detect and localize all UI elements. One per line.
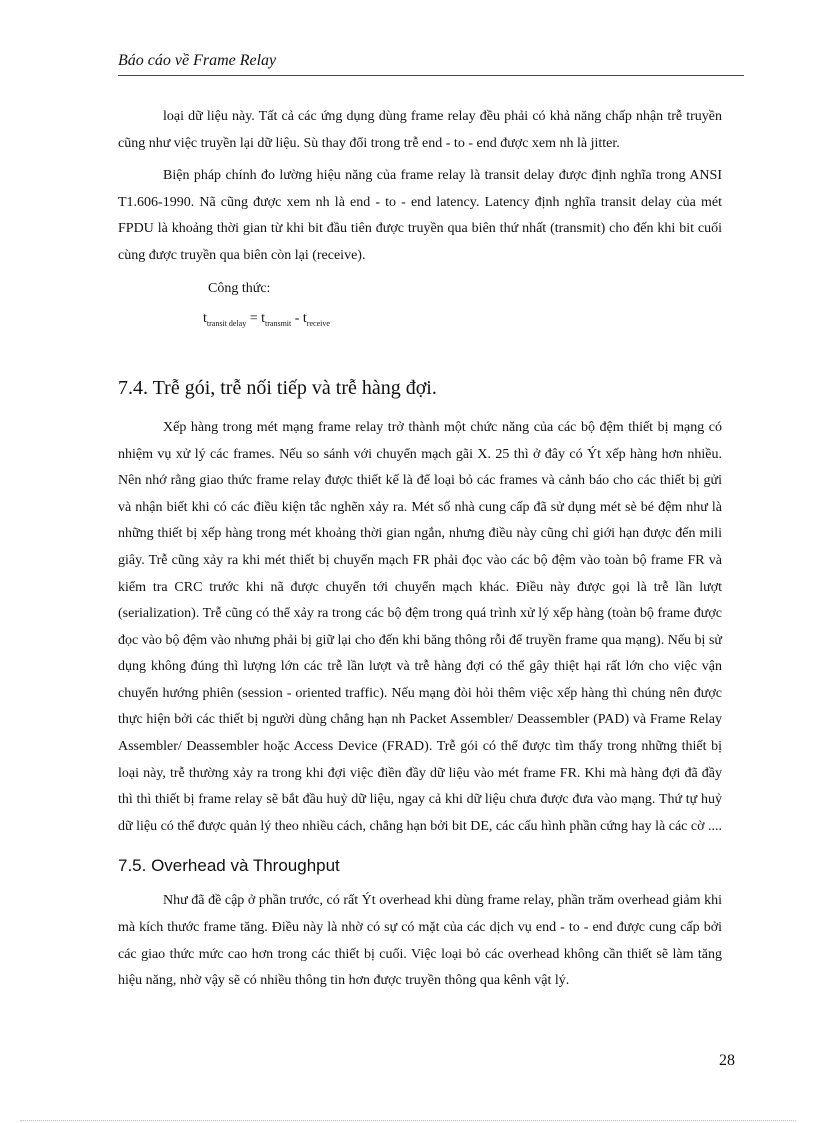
page-bottom-border (20, 1120, 796, 1121)
section-heading-7-5: 7.5. Overhead và Throughput (118, 856, 340, 876)
formula-sub-transit-delay: transit delay (206, 318, 247, 328)
formula-t2: t (261, 311, 266, 327)
formula-sub-receive: receive (306, 318, 330, 328)
formula-minus: - (291, 311, 303, 327)
transit-delay-formula (118, 308, 722, 335)
paragraph-continued: loại dữ liệu này. Tất cả các ứng dụng dùng frame relay đều phải có khả năng chấp nhận trễ truyền cũng như việc truyền lại dữ liệu. Sù thay đổi trong trễ end - to - end được xem nh là jitter. (118, 109, 722, 151)
formula-sub-transmit: transmit (265, 318, 292, 328)
paragraph-section-7-5: Như đã đề cập ở phần trước, có rất Ýt overhead khi dùng frame relay, phần trăm overhead giảm khi mà kích thước frame tăng. Điều này là nhờ có sự có mặt của các dịch vụ end - to - end được cung cấp bởi các giao thức mức cao hơn trong các thiết bị cuối. Việc loại bỏ các overhead không cần thiết sẽ làm tăng hiệu năng, nhờ vậy sẽ có nhiều thông tin hơn được truyền thông qua kênh vật lý. (118, 893, 722, 989)
formula-t3: t (302, 311, 307, 327)
formula-t1: t (203, 311, 207, 327)
paragraph-section-7-4: Xếp hàng trong mét mạng frame relay trở thành một chức năng của các bộ đệm thiết bị mạng có nhiệm vụ xử lý các frames. Nếu so sánh với chuyển mạch gãi X. 25 thì ở đây có Ýt xếp hàng hơn nhiều. Nên nhớ rằng giao thức frame relay được thiết kế là để loại bỏ các frames và cảnh báo cho các thiết bị gửi và nhận biết khi có các điều kiện tắc nghẽn xảy ra. Mét số nhà cung cấp đã sử dụng mét sè bé đệm như là những thiết bị xếp hàng trong mét khoảng thời gian ngắn, nhưng điều này cũng chỉ giới hạn được đến mili giây. Trễ cũng xảy ra khi mét thiết bị chuyển mạch FR phải đọc vào các bộ đệm vào toàn bộ frame FR và kiểm tra CRC trước khi nã được chuyển tới chuyển mạch khác. Điều này được gọi là trễ lần lượt (serialization). Trễ cũng có thể xảy ra trong các bộ đệm trong quá trình xử lý xếp hàng (toàn bộ frame được đọc vào bộ đệm vào nhưng phải bị giữ lại cho đến khi băng thông rỗi để truyền frame qua mạng). Nếu bị sử dụng không đúng thì lượng lớn các trễ lần lượt và trễ hàng đợi có thể gây thiệt hại rất lớn cho việc vận chuyển hướng phiên (session - oriented traffic). Nếu mạng đòi hỏi thêm việc xếp hàng thì chúng nên được thực hiện bởi các thiết bị người dùng chẳng hạn nh Packet Assembler/ Deassembler (PAD) và Frame Relay Assembler/ Deassembler hoặc Access Device (FRAD). Trễ gói có thể được tìm thấy trong những thiết bị loại này, trễ thường xảy ra trong khi đợi việc điền đầy dữ liệu vào mét frame FR. Khi mà hàng đợi đã đầy thì thì thiết bị frame relay sẽ bắt đầu huỷ dữ liệu, ngay cả khi dữ liệu chưa được đưa vào mạng. Thứ tự huỷ dữ liệu có thể được quản lý theo nhiều cách, chẳng hạn bởi bit DE, các cấu hình phần cứng hay là các cờ .... (118, 419, 722, 834)
formula-equals: = (246, 311, 262, 327)
running-header-title: Báo cáo về Frame Relay (118, 52, 277, 69)
header-rule (118, 75, 744, 76)
formula-label: Công thức: (208, 280, 271, 296)
page-number: 28 (719, 1052, 735, 1069)
page-body (118, 104, 722, 1001)
section-heading-7-4: 7.4. Trễ gói, trễ nối tiếp và trễ hàng đợi. (118, 376, 437, 399)
paragraph-transit-delay: Biện pháp chính đo lường hiệu năng của frame relay là transit delay được định nghĩa trong ANSI T1.606-1990. Nã cũng được xem nh là end - to - end latency. Latency định nghĩa transit delay của mét FPDU là khoảng thời gian từ khi bit đầu tiên được truyền qua biên thứ nhất (transmit) cho đến khi bit cuối cùng được truyền qua biên còn lại (receive). (118, 168, 722, 263)
